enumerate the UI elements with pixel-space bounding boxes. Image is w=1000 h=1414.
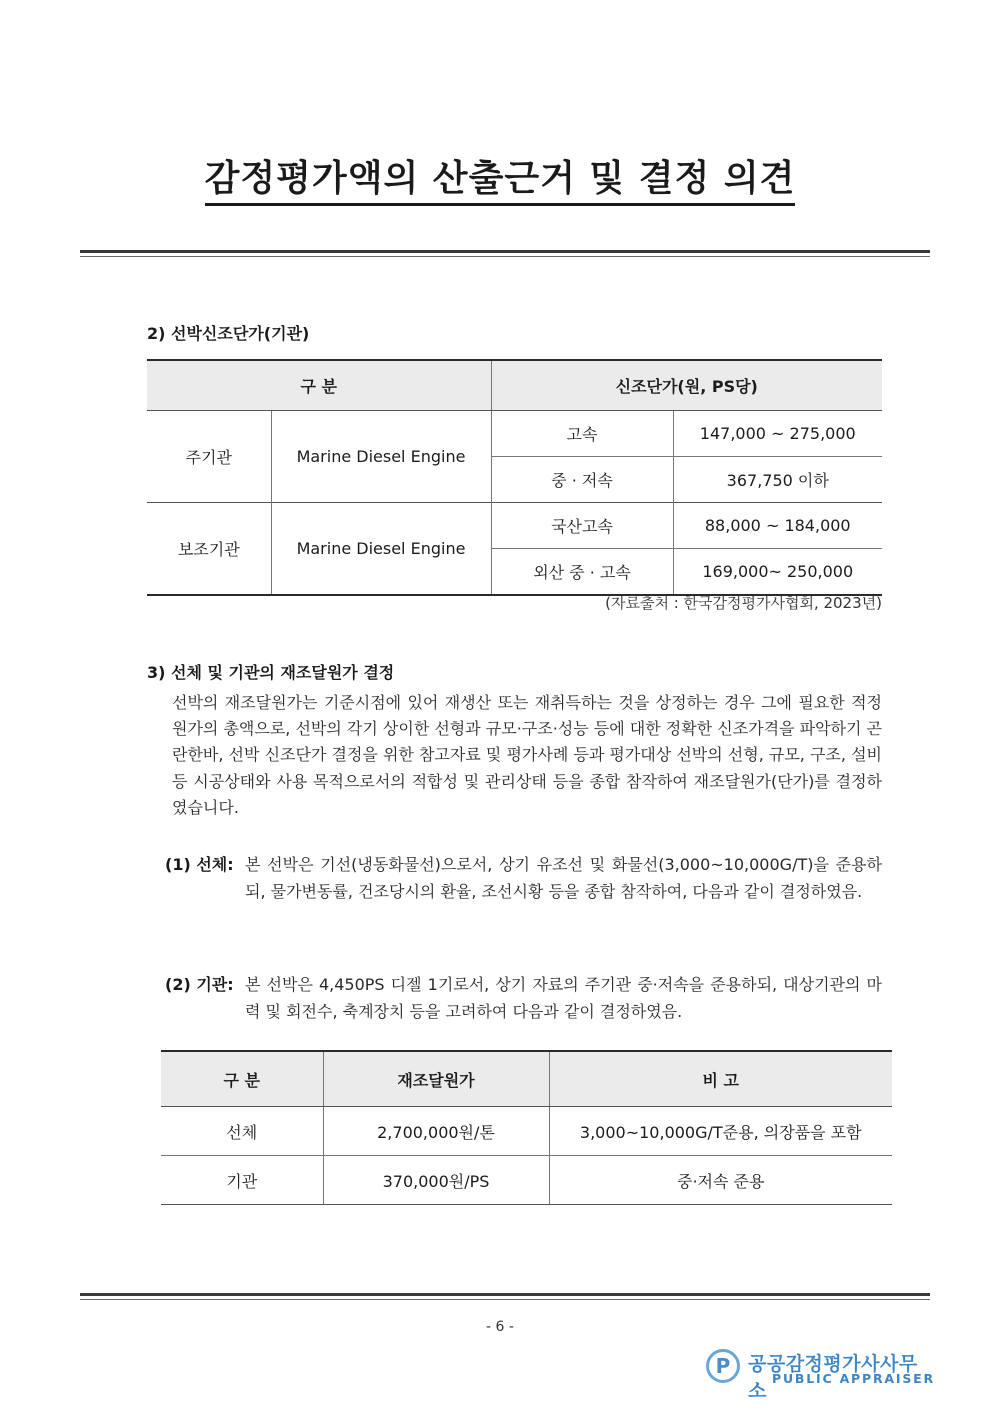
speed-class: 국산고속 bbox=[491, 503, 673, 549]
price-range: 169,000~ 250,000 bbox=[673, 549, 882, 596]
row-cost: 370,000원/PS bbox=[323, 1156, 549, 1205]
price-range: 88,000 ~ 184,000 bbox=[673, 503, 882, 549]
section-2-heading: 2) 선박신조단가(기관) bbox=[147, 324, 310, 343]
item-hull-label: (1) 선체: bbox=[165, 855, 234, 874]
table-header-row bbox=[161, 1051, 892, 1107]
document-title-text: 감정평가액의 산출근거 및 결정 의견 bbox=[205, 158, 796, 206]
footer-rule bbox=[80, 1293, 930, 1296]
price-range: 367,750 이하 bbox=[673, 457, 882, 503]
header-replacement-cost: 재조달원가 bbox=[323, 1051, 549, 1107]
row-remarks: 중·저속 준용 bbox=[549, 1156, 892, 1205]
header-category: 구 분 bbox=[161, 1051, 323, 1107]
row-category: 선체 bbox=[226, 1122, 258, 1142]
page-number: - 6 - bbox=[486, 1319, 514, 1335]
logo-korean-name: 공공감정평가사사무소 bbox=[748, 1353, 918, 1402]
replacement-cost-table bbox=[161, 1050, 892, 1205]
item-hull-text: 본 선박은 기선(냉동화물선)으로서, 상기 유조선 및 화물선(3,000~10,000G/T)을 준용하되, 물가변동률, 건조당시의 환율, 조선시황 등을 종합 참작하여, 다음과 같이 결정하였음. bbox=[245, 855, 882, 901]
firm-logo bbox=[706, 1349, 936, 1402]
engine-newbuild-price-table bbox=[147, 359, 882, 596]
logo-p-icon: P bbox=[706, 1349, 740, 1383]
table-row bbox=[147, 411, 882, 457]
header-remarks: 비 고 bbox=[549, 1051, 892, 1107]
speed-class: 중 · 저속 bbox=[491, 457, 673, 503]
engine-type: Marine Diesel Engine bbox=[271, 411, 491, 503]
item-hull bbox=[165, 852, 882, 905]
engine-type: Marine Diesel Engine bbox=[271, 503, 491, 596]
item-engine-label: (2) 기관: bbox=[165, 975, 234, 994]
row-remarks: 3,000~10,000G/T준용, 의장품을 포함 bbox=[549, 1107, 892, 1156]
price-range: 147,000 ~ 275,000 bbox=[673, 411, 882, 457]
row-cost: 2,700,000원/톤 bbox=[323, 1107, 549, 1156]
footer-rule-thin bbox=[80, 1299, 930, 1300]
group-aux-engine: 보조기관 bbox=[147, 503, 271, 596]
row-category: 기관 bbox=[161, 1156, 323, 1205]
replacement-cost-paragraph: 선박의 재조달원가는 기준시점에 있어 재생산 또는 재취득하는 것을 상정하는 경우 그에 필요한 적정 원가의 총액으로, 선박의 각기 상이한 선형과 규모·구조·성능 등에 대한 정확한 신조가격을 파악하기 곤란한바, 선박 신조단가 결정을 위한 참고자료 및 평가사례 등과 평가대상 선박의 선형, 규모, 구조, 설비 등 시공상태와 사용 목적으로서의 적합성 및 관리상태 등을 종합 참작하여 재조달원가(단가)를 결정하였습니다. bbox=[172, 693, 882, 817]
header-newbuild-price: 신조단가(원, PS당) bbox=[491, 360, 882, 411]
header-rule bbox=[80, 250, 930, 253]
speed-class: 외산 중 · 고속 bbox=[491, 549, 673, 596]
header-category: 구 분 bbox=[147, 360, 491, 411]
table-row bbox=[147, 503, 882, 549]
speed-class: 고속 bbox=[491, 411, 673, 457]
logo-english-name: PUBLIC APPRAISER bbox=[772, 1371, 935, 1386]
item-engine-text: 본 선박은 4,450PS 디젤 1기로서, 상기 자료의 주기관 중·저속을 준용하되, 대상기관의 마력 및 회전수, 축계장치 등을 고려하여 다음과 같이 결정하였음. bbox=[245, 975, 882, 1021]
group-main-engine: 주기관 bbox=[185, 448, 232, 467]
document-title bbox=[0, 150, 1000, 201]
data-source-note: (자료출처 : 한국감정평가사협회, 2023년) bbox=[605, 594, 882, 612]
table-row bbox=[161, 1107, 892, 1156]
table-row bbox=[161, 1156, 892, 1205]
item-engine bbox=[165, 972, 882, 1025]
table-header-row bbox=[147, 360, 882, 411]
section-3-heading: 3) 선체 및 기관의 재조달원가 결정 bbox=[147, 663, 395, 682]
header-rule-thin bbox=[80, 256, 930, 257]
